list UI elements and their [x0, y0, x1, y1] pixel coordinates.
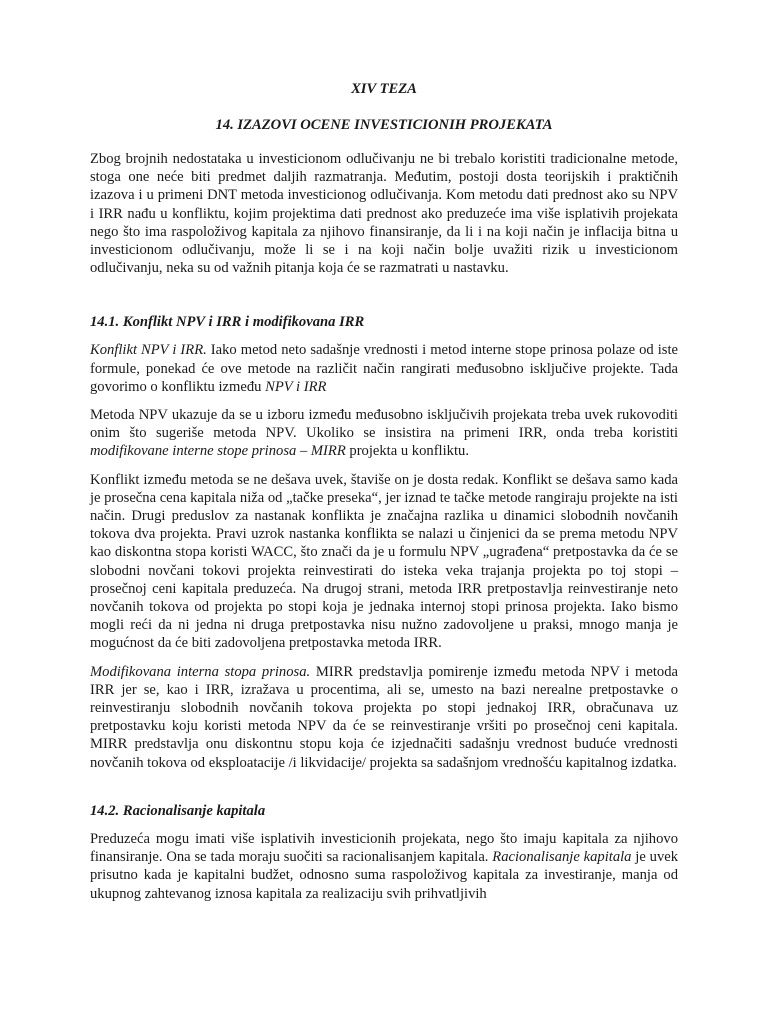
section-1-title: 14.1. Konflikt NPV i IRR i modifikovana IRR [90, 314, 365, 331]
section-2-paragraph-1 [90, 830, 678, 903]
paragraph-text: je uvek prisutno kada je kapitalni budžet, odnosno suma raspoloživog kapitala za investiranje, manja od ukupnog zahtevanog iznosa kapitala za realizaciju svih prihvatljivih [90, 849, 679, 902]
section-1-paragraph-4 [90, 663, 678, 772]
italic-term: modifikovane interne stope prinosa – MIRR [90, 443, 346, 460]
document-subheading: 14. IZAZOVI OCENE INVESTICIONIH PROJEKATA [215, 117, 553, 133]
paragraph-text: projekta u konfliktu. [345, 443, 469, 460]
intro-paragraph: Zbog brojnih nedostataka u investicionom odlučivanju ne bi trebalo koristiti tradicionalne metode, stoga one neće biti predmet daljih razmatranja. Međutim, postoji dosta teorijskih i praktičnih izazova i u primeni DNT metoda investicionog odlučivanja. Kom metodu dati prednost ako su NPV i IRR nađu u konfliktu, kojim projektima dati prednost ako preduzeće ima više isplativih projekata nego što ima raspoloživog kapitala za njihovo finansiranje, da li i na koji način je inflacija bitna u investicionom odlučivanju, može li se i na koji način bolje uvažiti rizik u investicionom odlučivanju, neka su od važnih pitanja koja će se razmatrati u nastavku. [90, 151, 678, 277]
italic-term: Racionalisanje kapitala [492, 849, 632, 866]
document-heading: XIV TEZA [351, 81, 417, 97]
paragraph-text: Iako metod neto sadašnje vrednosti i metod interne stope prinosa polaze od iste formule, ponekad će ove metode na različit način rangirati međusobno isključive projekte. Tada govorimo o konfliktu između [90, 342, 678, 395]
section-1-paragraph-1 [90, 341, 678, 396]
paragraph-text: MIRR predstavlja pomirenje između metoda NPV i metoda IRR jer se, kao i IRR, izražava u procentima, ali se, umesto na bazi nerealne pretpostavke o reinvestiranju slobodnih novčanih tokova projekta po stopi jednakoj IRR, obračunava uz pretpostavku koju koristi metoda NPV da će se reinvestiranje vršiti po prosečnoj ceni kapitala. MIRR predstavlja onu diskontnu stopu koja će izjednačiti sadašnju vrednost buduće vrednosti novčanih tokova od eksploatacije /i likvidacije/ projekta sa sadašnjom vrednošću kapitalnog izdatka. [90, 663, 678, 771]
section-1-paragraph-3: Konflikt između metoda se ne dešava uvek, štaviše on je dosta redak. Konflikt se dešava samo kada je prosečna cena kapitala niža od „tačke preseka“, jer iznad te tačke metode rangiraju projekte na isti način. Drugi preduslov za nastanak konflikta je značajna razlika u dinamici slobodnih novčanih tokova dva projekta. Pravi uzrok nastanka konflikta se nalazi u činjenici da se prema metodu NPV kao diskontna stopa koristi WACC, što znači da je u formulu NPV „ugrađena“ pretpostavka da će se slobodni novčani tokovi projekta reinvestirati do isteka veka trajanja projekta po toj stopi – prosečnoj ceni kapitala preduzeća. Na drugoj strani, metoda IRR pretpostavlja reinvestiranje neto novčanih tokova od projekta po stopi koja je jednaka internoj stopi prinosa projekta. Iako bismo mogli reći da ni jedna ni druga pretpostavka nisu nužno zadovoljene u praksi, mnogo manja je mogućnost da će biti zadovoljena pretpostavka metoda IRR. [90, 471, 678, 652]
section-2-title: 14.2. Racionalisanje kapitala [90, 802, 266, 819]
italic-lead: Modifikovana interna stopa prinosa. [90, 663, 311, 680]
section-1-paragraph-2 [90, 406, 678, 461]
paragraph-text: Metoda NPV ukazuje da se u izboru između međusobno isključivih projekata treba uvek rukovoditi onim što sugeriše metoda NPV. Ukoliko se insistira na primeni IRR, onda treba koristiti [90, 407, 678, 442]
document-page [90, 80, 678, 903]
italic-term: NPV i IRR [265, 378, 327, 395]
italic-lead: Konflikt NPV i IRR. [90, 342, 207, 359]
paragraph-text: Preduzeća mogu imati više isplativih investicionih projekata, nego što imaju kapitala za njihovo finansiranje. Ona se tada moraju suočiti sa racionalisanjem kapitala. [90, 830, 678, 866]
